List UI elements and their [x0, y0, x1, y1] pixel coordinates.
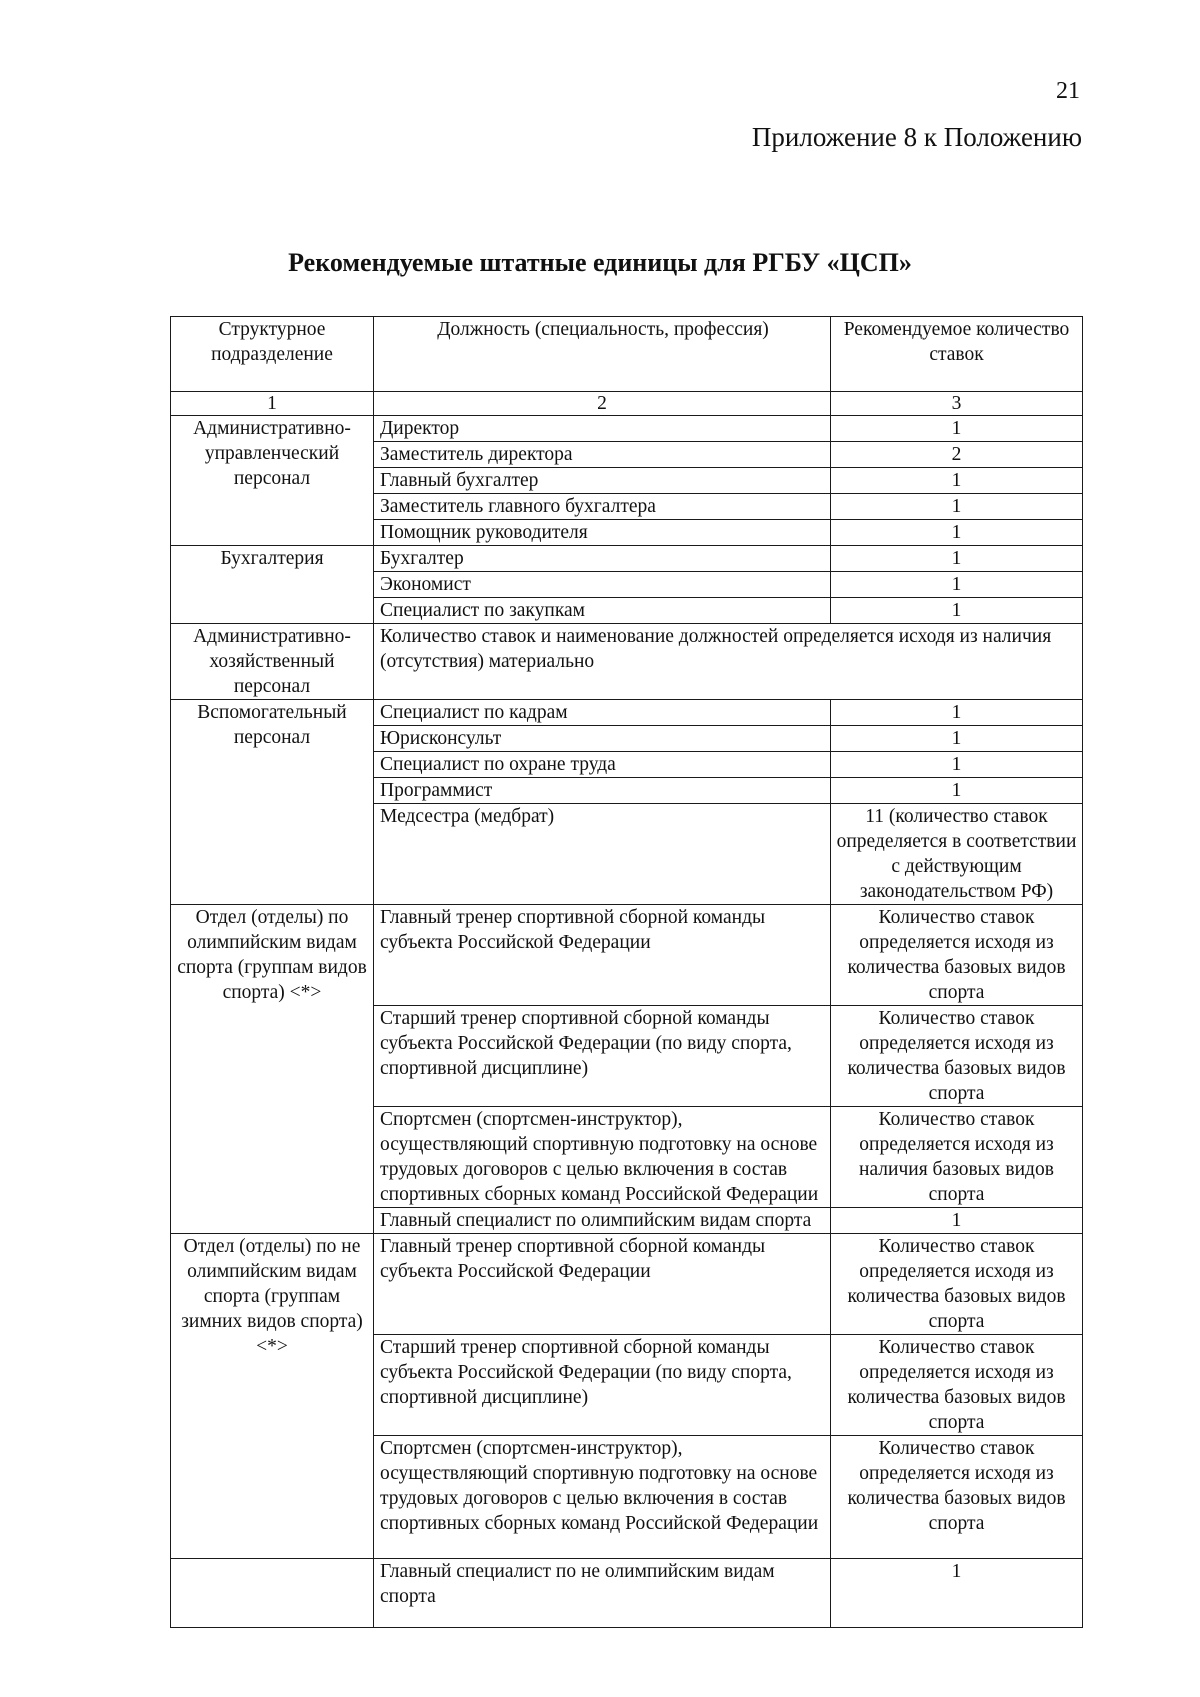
position-cell: Бухгалтер — [374, 546, 831, 572]
count-cell: 11 (количество ставок определяется в соответствии с действующим законодательством РФ) — [831, 804, 1083, 905]
table-header-row — [171, 317, 1083, 392]
count-cell: 1 — [831, 416, 1083, 442]
unit-cell: Административно-управленческий персонал — [171, 416, 374, 546]
count-cell: 1 — [831, 546, 1083, 572]
table-row — [171, 1559, 1083, 1628]
document-title: Рекомендуемые штатные единицы для РГБУ «ЦСП» — [288, 248, 912, 277]
unit-cell: Отдел (отделы) по олимпийским видам спорта (группам видов спорта) <*> — [171, 905, 374, 1234]
position-cell: Заместитель директора — [374, 442, 831, 468]
count-cell: 1 — [831, 468, 1083, 494]
position-cell: Заместитель главного бухгалтера — [374, 494, 831, 520]
column-number-row — [171, 392, 1083, 416]
unit-cell: Бухгалтерия — [171, 546, 374, 624]
count-cell: Количество ставок определяется исходя из количества базовых видов спорта — [831, 1006, 1083, 1107]
count-cell: Количество ставок определяется исходя из количества базовых видов спорта — [831, 905, 1083, 1006]
position-cell: Медсестра (медбрат) — [374, 804, 831, 905]
unit-cell: Отдел (отделы) по не олимпийским видам спорта (группам зимних видов спорта) <*> — [171, 1234, 374, 1559]
position-cell: Старший тренер спортивной сборной команды субъекта Российской Федерации (по виду спорта, спортивной дисциплине) — [374, 1006, 831, 1107]
unit-cell: Вспомогательный персонал — [171, 700, 374, 905]
staffing-table — [170, 316, 1083, 1628]
table-row — [171, 416, 1083, 442]
count-cell: Количество ставок определяется исходя из количества базовых видов спорта — [831, 1335, 1083, 1436]
table-row — [171, 1234, 1083, 1335]
count-cell: 1 — [831, 494, 1083, 520]
count-cell: 1 — [831, 700, 1083, 726]
count-cell: 1 — [831, 778, 1083, 804]
position-cell: Главный специалист по не олимпийским видам спорта — [374, 1559, 831, 1628]
position-cell: Главный бухгалтер — [374, 468, 831, 494]
count-cell: Количество ставок определяется исходя из количества базовых видов спорта — [831, 1436, 1083, 1559]
count-cell: 1 — [831, 598, 1083, 624]
header-count: Рекомендуемое количество ставок — [831, 317, 1083, 392]
count-cell: 1 — [831, 1559, 1083, 1628]
page-number: 21 — [1056, 78, 1080, 104]
appendix-label: Приложение 8 к Положению — [751, 122, 1082, 152]
header-position: Должность (специальность, профессия) — [374, 317, 831, 392]
header-unit: Структурное подразделение — [171, 317, 374, 392]
count-cell: 1 — [831, 520, 1083, 546]
table-row — [171, 624, 1083, 700]
count-cell: 1 — [831, 726, 1083, 752]
count-cell: 1 — [831, 1208, 1083, 1234]
position-cell: Главный тренер спортивной сборной команды субъекта Российской Федерации — [374, 905, 831, 1006]
position-cell: Помощник руководителя — [374, 520, 831, 546]
position-cell: Директор — [374, 416, 831, 442]
position-cell: Юрисконсульт — [374, 726, 831, 752]
position-cell: Главный специалист по олимпийским видам спорта — [374, 1208, 831, 1234]
table-row — [171, 546, 1083, 572]
position-cell: Специалист по закупкам — [374, 598, 831, 624]
count-cell: 1 — [831, 752, 1083, 778]
unit-cell — [171, 1559, 374, 1628]
column-number: 3 — [831, 392, 1083, 416]
count-cell: 1 — [831, 572, 1083, 598]
position-cell: Специалист по кадрам — [374, 700, 831, 726]
position-cell: Спортсмен (спортсмен-инструктор), осуществляющий спортивную подготовку на основе трудовых договоров с целью включения в состав спортивных сборных команд Российской Федерации — [374, 1436, 831, 1559]
column-number: 1 — [171, 392, 374, 416]
position-cell: Экономист — [374, 572, 831, 598]
count-cell: Количество ставок определяется исходя из наличия базовых видов спорта — [831, 1107, 1083, 1208]
merged-note-cell: Количество ставок и наименование должностей определяется исходя из наличия (отсутствия) материально — [374, 624, 1083, 700]
count-cell: Количество ставок определяется исходя из количества базовых видов спорта — [831, 1234, 1083, 1335]
position-cell: Спортсмен (спортсмен-инструктор), осуществляющий спортивную подготовку на основе трудовых договоров с целью включения в состав спортивных сборных команд Российской Федерации — [374, 1107, 831, 1208]
unit-cell: Административно-хозяйственный персонал — [171, 624, 374, 700]
position-cell: Специалист по охране труда — [374, 752, 831, 778]
position-cell: Старший тренер спортивной сборной команды субъекта Российской Федерации (по виду спорта, спортивной дисциплине) — [374, 1335, 831, 1436]
position-cell: Программист — [374, 778, 831, 804]
column-number: 2 — [374, 392, 831, 416]
table-row — [171, 905, 1083, 1006]
position-cell: Главный тренер спортивной сборной команды субъекта Российской Федерации — [374, 1234, 831, 1335]
staffing-table-body — [171, 317, 1083, 1628]
table-row — [171, 700, 1083, 726]
count-cell: 2 — [831, 442, 1083, 468]
